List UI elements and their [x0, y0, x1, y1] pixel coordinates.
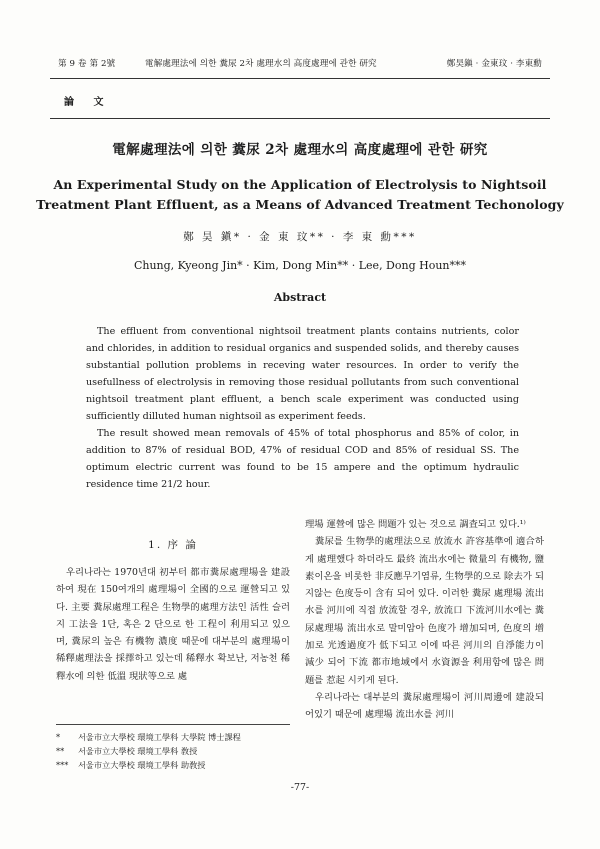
- body-paragraph: 糞尿를 生物學的處理法으로 放流水 許容基準에 適合하게 處理했다 하더라도 最終 流出水에는 微量의 有機物, 鹽素이온을 비롯한 非反應무기염류, 生物學的으로 除去가 되지않는 色度등이 含有 되어 있다. 이러한 糞尿 處理場 流出水를 河川에 직접 放流할 경우, 放流口 下流河川水에는 糞尿處理場 流出水로 말미암아 色度가 增加되며, 色度의 增加로 光透過度가 低下되고 이에 따른 河川의 自淨能力이 減少 되어 下流 都市地域에서 水資源을 利用함에 많은 問題를 惹起 시키게 된다.: [305, 536, 544, 686]
- abstract-heading: Abstract: [273, 291, 327, 304]
- footnote-text: 서울市立大學校 環境工學科 助敎授: [78, 760, 206, 770]
- footnote-mark: ***: [56, 760, 69, 770]
- running-authors: 鄭昊鎭 · 金東玟 · 李東勳: [446, 59, 542, 69]
- body-column-right: [305, 516, 544, 724]
- footnote-text: 서울市立大學校 環境工學科 敎授: [78, 746, 198, 756]
- abstract-body: [86, 323, 519, 493]
- footnote-rule: [56, 724, 290, 725]
- title-en-line: An Experimental Study on the Application of Electrolysis to Nightsoil: [53, 177, 547, 192]
- footnote-text: 서울市立大學校 環境工學科 大學院 博士課程: [78, 732, 241, 742]
- abstract-paragraph: The effluent from conventional nightsoil treatment plants contains nutrients, color and chlorides, in addition to residual organics and suspended solids, and thereby causes substantial pollution problems in receving water resources. In order to verify the usefullness of electrolysis in removing those residual pollutants from such conventional nightsoil treatment plant effluent, a bench scale experiment was conducted using sufficiently dilluted human nightsoil as experiment feeds.: [86, 326, 519, 422]
- paper-title-korean: 電解處理法에 의한 糞尿 2차 處理水의 高度處理에 관한 研究: [112, 142, 488, 158]
- body-paragraph: 우리나라는 1970년대 初부터 都市糞尿處理場을 建設하여 現在 150여개의 處理場이 全國的으로 運營되고 있다. 主要 糞尿處理工程은 生物學的處理方法인 活性 슬러지 工法을 1단, 혹은 2 단으로 한 工程이 利用되고 있으며, 糞尿의 높은 有機物 濃度 때문에 대부분의 處理場이 稀釋處理法을 採擇하고 있는데 稀釋水 확보난, 저농천 稀釋水에 의한 低溫 現狀等으로 處: [56, 567, 290, 682]
- footnote: [56, 730, 290, 744]
- running-title: 電解處理法에 의한 糞尿 2차 處理水의 高度處理에 관한 研究: [145, 59, 377, 69]
- header-rule: [50, 78, 550, 79]
- abstract-paragraph: The result showed mean removals of 45% of total phosphorus and 85% of color, in addition to 87% of residual BOD, 47% of residual COD and 85% of residual SS. The optimum electric current was found to be 15 ampere and the optimum hydraulic residence time 21/2 hour.: [86, 428, 519, 490]
- section-label: 論 文: [64, 97, 112, 108]
- footnotes: [56, 730, 290, 772]
- page-number: -77-: [290, 782, 310, 793]
- paper-title-english: [0, 175, 600, 215]
- body-paragraph: 理場 運營에 많은 問題가 있는 것으로 調査되고 있다.¹⁾: [305, 519, 526, 530]
- authors-korean: 鄭 昊 鎭* · 金 東 玟** · 李 東 勳***: [183, 231, 417, 243]
- footnote: [56, 758, 290, 772]
- title-en-line: Treatment Plant Effluent, as a Means of Advanced Treatment Techonology: [36, 197, 564, 212]
- body-column-left: [56, 564, 290, 685]
- footnote-mark: **: [56, 746, 65, 756]
- body-paragraph: 우리나라는 대부분의 糞尿處理場이 河川周邊에 建設되어있기 때문에 處理場 流出水를 河川: [305, 691, 544, 721]
- footnote-mark: *: [56, 732, 61, 742]
- section-rule: [50, 118, 550, 119]
- section-heading: 1. 序 論: [148, 539, 198, 551]
- journal-issue: 第 9 卷 第 2號: [58, 59, 116, 69]
- authors-english: Chung, Kyeong Jin* · Kim, Dong Min** · Lee, Dong Houn***: [133, 259, 467, 272]
- footnote: [56, 744, 290, 758]
